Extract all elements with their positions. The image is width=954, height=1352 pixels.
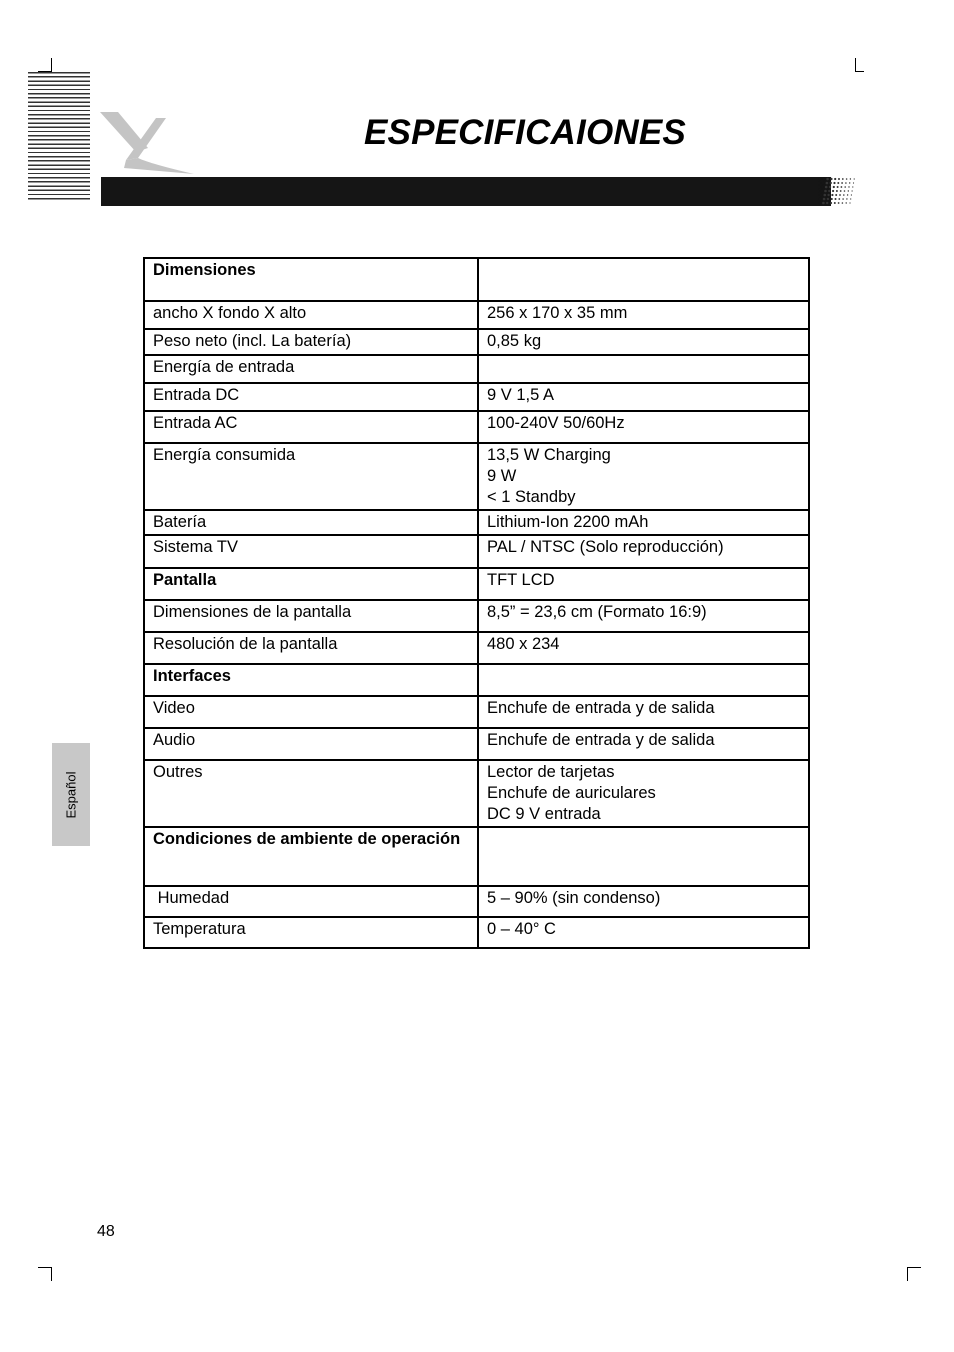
pattern-dot [850,198,851,199]
pattern-dot [853,182,854,183]
spec-row [144,301,809,329]
spec-value [478,886,809,917]
crop-mark-bottom-left [38,1267,52,1281]
pattern-dot [827,198,829,200]
spec-value [478,510,809,535]
spec-row [144,535,809,568]
spec-label: Energía de entrada [144,355,478,383]
pattern-dot [838,178,840,180]
pattern-dot [842,202,844,204]
spec-value [478,411,809,443]
spec-label: Entrada AC [144,411,478,443]
spec-value-line: Enchufe de entrada y de salida [487,731,715,749]
pattern-dot [818,190,819,193]
pattern-dot [830,178,832,180]
pattern-dot [826,178,829,181]
pattern-dot [852,190,853,191]
crop-mark-top-right [855,58,864,72]
pattern-dot [838,202,840,204]
pattern-dot [820,194,823,197]
spec-row [144,510,809,535]
pattern-dot [834,178,836,180]
spec-row [144,917,809,948]
pattern-dot [818,182,821,185]
pattern-dot [818,202,821,205]
pattern-dot [831,194,833,196]
pattern-dot [824,194,827,197]
spec-row [144,827,809,886]
spec-row [144,632,809,664]
spec-row [144,568,809,600]
spec-row [144,696,809,728]
pattern-dot [848,186,849,187]
spec-row [144,258,809,301]
pattern-dot [849,182,850,183]
spec-label: Energía consumida [144,443,478,510]
pattern-dot [839,194,841,196]
pattern-dot [854,178,855,179]
spec-row [144,383,809,411]
spec-label: Audio [144,728,478,760]
spec-label: Interfaces [144,664,478,696]
pattern-dot [847,194,848,195]
pattern-dot [827,194,829,196]
spec-value [478,728,809,760]
spec-row [144,886,809,917]
crop-mark-top-left [38,58,52,72]
pattern-dot [828,190,830,192]
spec-value [478,329,809,355]
spec-value-line: 13,5 W Charging [487,446,611,464]
spec-label: Humedad [144,886,478,917]
spec-value [478,760,809,827]
spec-label: Sistema TV [144,535,478,568]
pattern-dot [819,198,822,201]
pattern-dot [837,182,839,184]
spec-value [478,827,809,886]
pattern-dot [833,182,835,184]
spec-label: Video [144,696,478,728]
pattern-dot [821,186,824,189]
spec-value-line: 8,5” = 23,6 cm (Formato 16:9) [487,603,707,621]
pattern-dot [830,182,832,184]
language-side-tab [52,743,90,846]
pattern-dot [850,178,851,179]
spec-value-line: 0,85 kg [487,332,542,350]
pattern-dot [842,198,844,200]
spec-value-line: DC 9 V entrada [487,805,601,823]
spec-value [478,696,809,728]
spec-label: Pantalla [144,568,478,600]
spec-value-line: PAL / NTSC (Solo reproducción) [487,538,724,556]
spec-value [478,600,809,632]
pattern-dot [848,190,849,191]
spec-value-line: 0 – 40° C [487,920,556,938]
pattern-dot [832,190,834,192]
pattern-dot [818,186,820,189]
spec-row [144,411,809,443]
pattern-dot [849,202,850,203]
pattern-dot [826,182,829,185]
pattern-dot [845,182,847,184]
language-label: Español [63,771,79,818]
x-brand-logo-icon [96,108,196,178]
pattern-dot [837,186,839,188]
pattern-dot [835,194,837,196]
spec-value-line: TFT LCD [487,571,555,589]
spec-value-line: Lector de tarjetas [487,763,615,781]
spec-value-line: < 1 Standby [487,488,576,506]
pattern-dot [833,186,835,188]
spec-value [478,632,809,664]
spec-value [478,301,809,329]
title-bar [101,177,831,206]
title-bar-dot-pattern [818,177,858,206]
spec-label: Dimensiones de la pantalla [144,600,478,632]
spec-value [478,258,809,301]
pattern-dot [844,190,846,192]
spec-value-line: Lithium-Ion 2200 mAh [487,513,649,531]
spec-label: Condiciones de ambiente de operación [144,827,478,886]
spec-row [144,355,809,383]
pattern-dot [830,202,832,204]
spec-value-line: Enchufe de auriculares [487,784,656,802]
pattern-dot [824,190,827,193]
spec-label: Temperatura [144,917,478,948]
spec-value-line: 480 x 234 [487,635,560,653]
spec-value-line: 100-240V 50/60Hz [487,414,625,432]
spec-value-line: 9 V 1,5 A [487,386,554,404]
spec-row [144,760,809,827]
spec-row [144,728,809,760]
spec-value [478,917,809,948]
spec-row [144,600,809,632]
header-stripes [28,72,90,200]
pattern-dot [825,186,828,189]
pattern-dot [822,202,825,205]
spec-value [478,383,809,411]
pattern-dot [841,182,843,184]
spec-label: Batería [144,510,478,535]
pattern-dot [823,198,826,201]
spec-label: Dimensiones [144,258,478,301]
crop-mark-bottom-right [907,1267,921,1281]
spec-value [478,664,809,696]
pattern-dot [836,190,838,192]
pattern-dot [835,198,837,200]
pattern-dot [846,198,847,199]
page-title: ESPECIFICAIONES [364,113,686,152]
pattern-dot [842,178,844,180]
pattern-dot [829,186,831,188]
spec-value [478,535,809,568]
spec-value [478,355,809,383]
pattern-dot [818,194,819,197]
spec-label: Resolución de la pantalla [144,632,478,664]
spec-label: Peso neto (incl. La batería) [144,329,478,355]
pattern-dot [838,198,840,200]
pattern-dot [844,186,846,188]
spec-label: Outres [144,760,478,827]
pattern-dot [826,202,828,204]
pattern-dot [843,194,845,196]
pattern-dot [841,186,843,188]
specifications-table [143,257,810,949]
spec-row [144,329,809,355]
spec-row [144,443,809,510]
spec-value-line: Enchufe de entrada y de salida [487,699,715,717]
pattern-dot [822,182,825,185]
spec-value-line: 9 W [487,467,517,485]
spec-label: ancho X fondo X alto [144,301,478,329]
spec-value [478,568,809,600]
pattern-dot [851,194,852,195]
pattern-dot [819,178,822,181]
spec-value [478,443,809,510]
pattern-dot [822,178,825,181]
pattern-dot [820,190,823,193]
pattern-dot [846,178,848,180]
pattern-dot [852,186,853,187]
pattern-dot [840,190,842,192]
page-number: 48 [97,1223,115,1240]
spec-label: Entrada DC [144,383,478,411]
pattern-dot [831,198,833,200]
spec-row [144,664,809,696]
spec-value-line: 5 – 90% (sin condenso) [487,889,661,907]
pattern-dot [846,202,847,203]
pattern-dot [834,202,836,204]
spec-value-line: 256 x 170 x 35 mm [487,304,628,322]
